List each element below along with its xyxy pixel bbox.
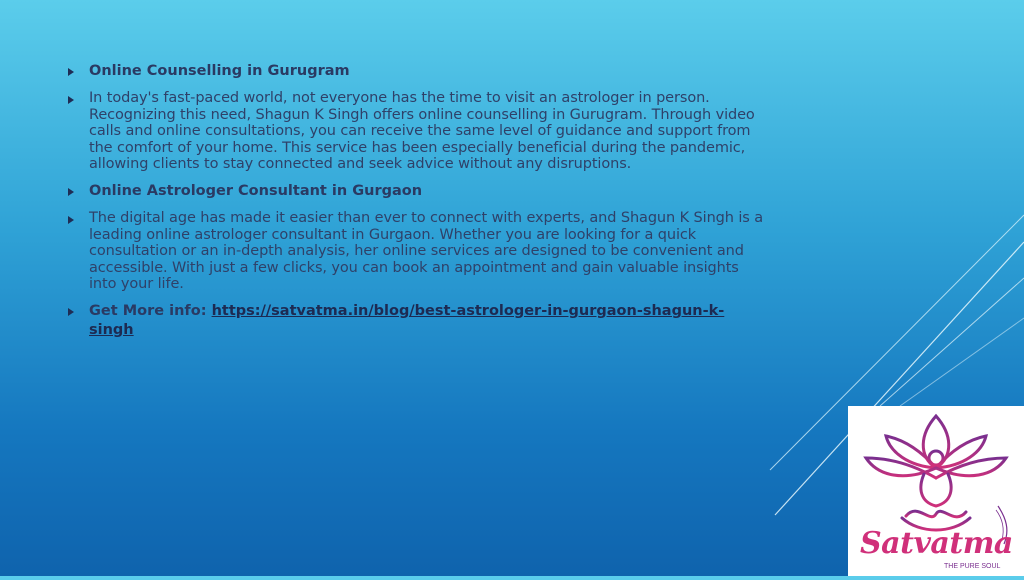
more-info-link[interactable]: https://satvatma.in/blog/best-astrologer-in-gurgaon-shagun-k-singh bbox=[89, 302, 725, 338]
bullet-arrow-icon bbox=[68, 308, 74, 316]
bullet-arrow-icon bbox=[68, 96, 74, 104]
content-list bbox=[68, 62, 768, 349]
list-item bbox=[68, 90, 768, 173]
more-info-line bbox=[89, 302, 768, 340]
bullet-arrow-icon bbox=[68, 188, 74, 196]
section-heading: Online Astrologer Consultant in Gurgaon bbox=[89, 182, 423, 199]
list-item bbox=[68, 62, 768, 81]
satvatma-logo bbox=[848, 406, 1024, 576]
list-item bbox=[68, 182, 768, 201]
more-info-label: Get More info: bbox=[89, 302, 207, 319]
list-item bbox=[68, 302, 768, 340]
bullet-arrow-icon bbox=[68, 216, 74, 224]
bullet-arrow-icon bbox=[68, 68, 74, 76]
list-item bbox=[68, 210, 768, 293]
section-heading: Online Counselling in Gurugram bbox=[89, 63, 350, 79]
logo-tagline: THE PURE SOUL bbox=[944, 563, 1001, 570]
section-paragraph: In today's fast-paced world, not everyone has the time to visit an astrologer in person. Recognizing this need, Shagun K Singh offers online counselling in Gurugram. Through video calls and online consultations, you can receive the same level of guidance and support from the comfort of your home. This service has been especially beneficial during the pandemic, allowing clients to stay connected and seek advice without any disruptions. bbox=[89, 90, 755, 173]
logo-text: Satvatma bbox=[860, 526, 1013, 561]
section-paragraph: The digital age has made it easier than ever to connect with experts, and Shagun K Singh is a leading online astrologer consultant in Gurgaon. Whether you are looking for a quick consultation or an in-depth analysis, her online services are designed to be convenient and accessible. With just a few clicks, you can book an appointment and gain valuable insights into your life. bbox=[89, 209, 764, 293]
